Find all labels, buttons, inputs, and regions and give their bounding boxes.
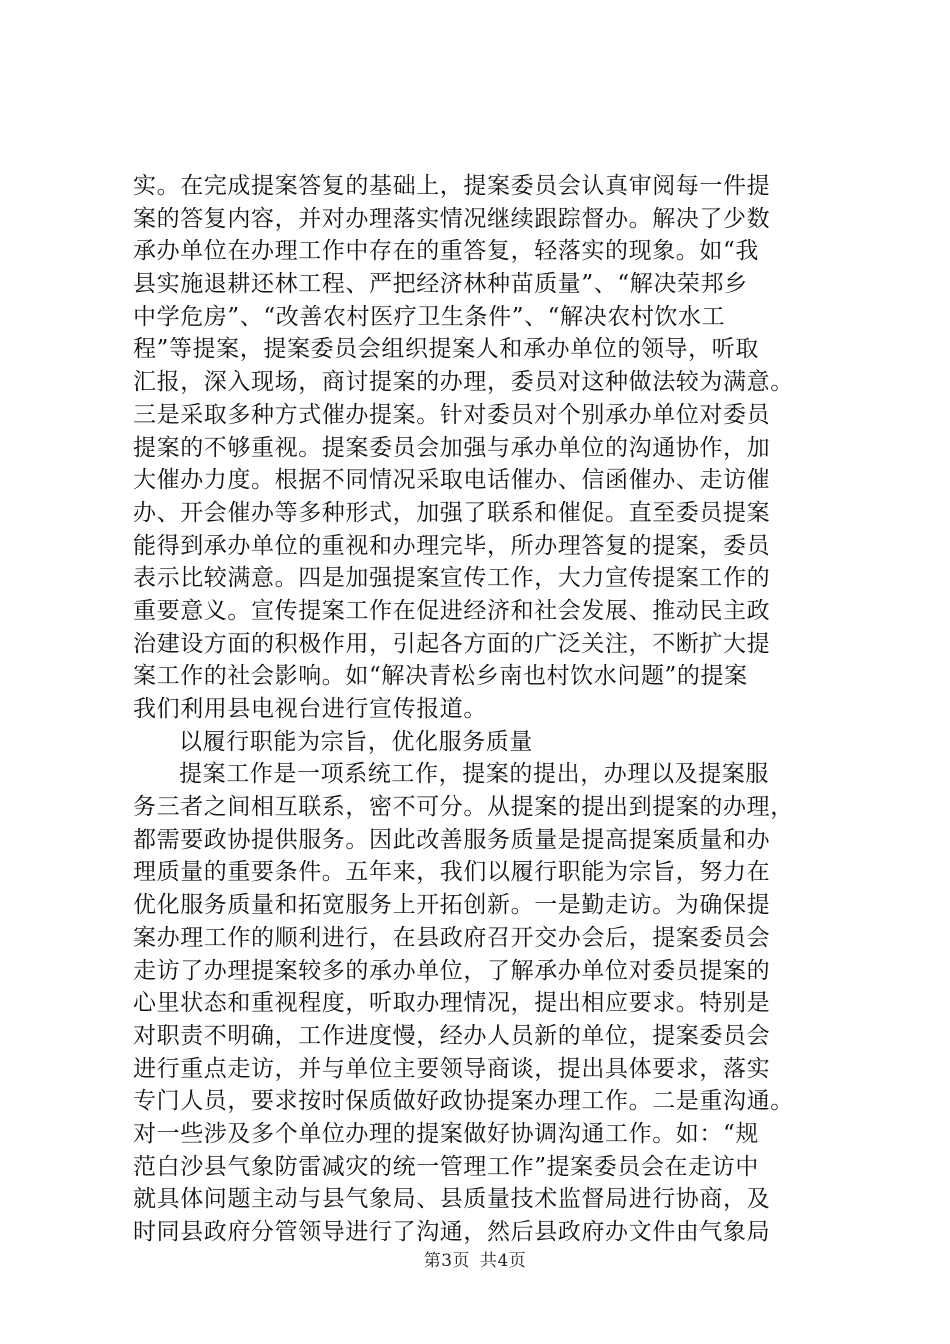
text-line: 进行重点走访，并与单位主要领导商谈，提出具体要求，落实 <box>133 1055 771 1082</box>
text-line: 时同县政府分管领导进行了沟通，然后县政府办文件由气象局 <box>133 1219 771 1245</box>
text-line: 三是采取多种方式催办提案。针对委员对个别承办单位对委员 <box>133 401 771 428</box>
document-body <box>133 170 833 1249</box>
text-line: 重要意义。宣传提案工作在促进经济和社会发展、推动民主政 <box>133 597 771 624</box>
text-line: 范白沙县气象防雷减灾的统一管理工作”提案委员会在走访中 <box>133 1153 759 1180</box>
text-line: 中学危房”、“改善农村医疗卫生条件”、“解决农村饮水工 <box>133 303 726 330</box>
text-line: 承办单位在办理工作中存在的重答复，轻落实的现象。如“我 <box>133 238 759 265</box>
text-line: 大催办力度。根据不同情况采取电话催办、信函催办、走访催 <box>133 467 771 494</box>
text-line: 对一些涉及多个单位办理的提案做好协调沟通工作。如：“规 <box>133 1120 759 1147</box>
text-line: 都需要政协提供服务。因此改善服务质量是提高提案质量和办 <box>133 826 771 853</box>
text-line: 优化服务质量和拓宽服务上开拓创新。一是勤走访。为确保提 <box>133 892 771 919</box>
text-line: 专门人员，要求按时保质做好政协提案办理工作。二是重沟通。 <box>133 1088 794 1115</box>
text-line: 案工作的社会影响。如“解决青松乡南也村饮水问题”的提案 <box>133 663 748 690</box>
paragraph-first-line: 提案工作是一项系统工作，提案的提出，办理以及提案服 <box>179 761 769 788</box>
text-line: 理质量的重要条件。五年来，我们以履行职能为宗旨，努力在 <box>133 859 771 886</box>
text-line: 实。在完成提案答复的基础上，提案委员会认真审阅每一件提 <box>133 173 771 199</box>
page-total: 共4页 <box>479 1251 527 1271</box>
text-line: 就具体问题主动与县气象局、县质量技术监督局进行协商，及 <box>133 1186 771 1213</box>
text-line: 表示比较满意。四是加强提案宣传工作，大力宣传提案工作的 <box>133 565 771 592</box>
page-number: 第3页 <box>423 1251 471 1271</box>
text-line: 治建设方面的积极作用，引起各方面的广泛关注，不断扩大提 <box>133 630 771 657</box>
text-line: 心里状态和重视程度，听取办理情况，提出相应要求。特别是 <box>133 990 771 1017</box>
text-line: 走访了办理提案较多的承办单位，了解承办单位对委员提案的 <box>133 957 771 984</box>
section-heading: 以履行职能为宗旨，优化服务质量 <box>179 728 533 755</box>
text-line: 能得到承办单位的重视和办理完毕，所办理答复的提案，委员 <box>133 532 771 559</box>
text-line: 汇报，深入现场，商讨提案的办理，委员对这种做法较为满意。 <box>133 369 794 396</box>
text-line: 案的答复内容，并对办理落实情况继续跟踪督办。解决了少数 <box>133 205 771 232</box>
text-line: 对职责不明确，工作进度慢，经办人员新的单位，提案委员会 <box>133 1022 771 1049</box>
text-line: 县实施退耕还林工程、严把经济林种苗质量”、“解决荣邦乡 <box>133 271 748 298</box>
text-line: 办、开会催办等多种形式，加强了联系和催促。直至委员提案 <box>133 499 771 526</box>
text-line: 提案的不够重视。提案委员会加强与承办单位的沟通协作，加 <box>133 434 771 461</box>
text-line: 务三者之间相互联系，密不可分。从提案的提出到提案的办理， <box>133 794 794 821</box>
text-line: 案办理工作的顺利进行，在县政府召开交办会后，提案委员会 <box>133 924 771 951</box>
text-line: 我们利用县电视台进行宣传报道。 <box>133 696 487 722</box>
page-footer <box>0 1246 950 1271</box>
text-line: 程”等提案，提案委员会组织提案人和承办单位的领导，听取 <box>133 336 759 363</box>
